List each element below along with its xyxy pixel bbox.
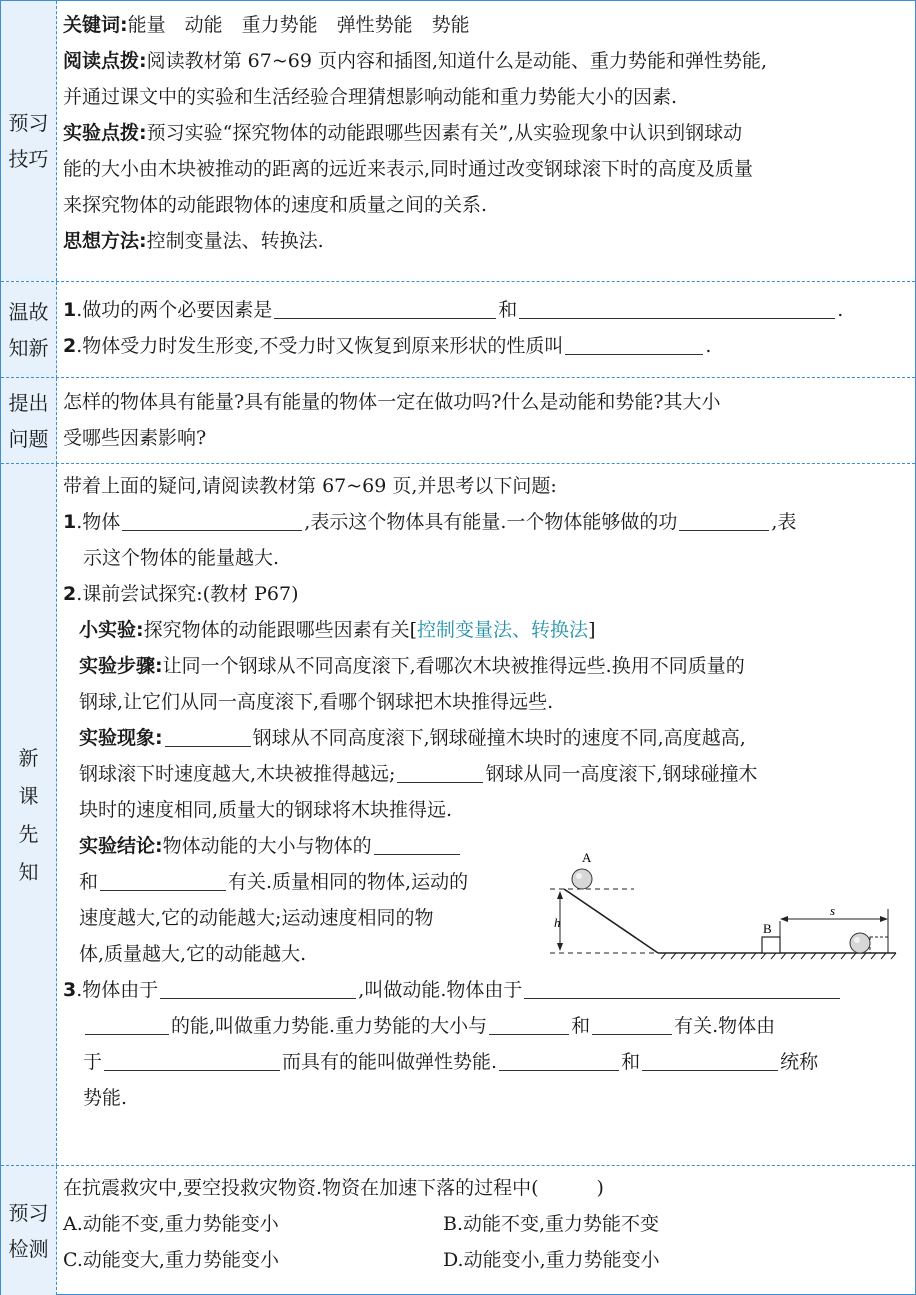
- nl-q3-number: 3: [63, 979, 77, 1001]
- pretest-stem: 在抗震救灾中,要空投救灾物资.物资在加速下落的过程中(: [63, 1177, 539, 1199]
- new-lesson-content: [63, 468, 907, 1116]
- question-label: 提出问题: [8, 391, 49, 451]
- reading-text-2: 并通过课文中的实验和生活经验合理猜想影响动能和重力势能大小的因素.: [63, 86, 678, 108]
- conclusion-text-2b: 有关.质量相同的物体,运动的: [228, 871, 469, 893]
- nl-q1-blank-2[interactable]: [679, 508, 769, 531]
- method-text: 控制变量法、转换法.: [146, 230, 324, 252]
- steps-text-2: 钢球,让它们从同一高度滚下,看哪个钢球把木块推得远些.: [79, 691, 554, 713]
- phenomenon-blank-1[interactable]: [165, 724, 251, 747]
- phenomenon-text-2b: 钢球从同一高度滚下,钢球碰撞木: [485, 763, 758, 785]
- nl-q3-text-j: 势能.: [83, 1087, 128, 1109]
- nl-q3-text-h: 和: [621, 1051, 641, 1073]
- conclusion-text-2a: 和: [79, 871, 99, 893]
- review-q1-and: 和: [498, 299, 518, 321]
- steps-text-1: 让同一个钢球从不同高度滚下,看哪次木块被推得远些.换用不同质量的: [162, 655, 745, 677]
- option-d[interactable]: D.动能变小,重力势能变小: [443, 1249, 660, 1271]
- ball-a-highlight: [576, 873, 582, 879]
- new-lesson-row: [1, 463, 915, 1166]
- pretest-row: [1, 1165, 915, 1295]
- question-row: [1, 377, 915, 464]
- small-exp-label: 小实验:: [79, 619, 144, 641]
- nl-q1-text-a: .物体: [76, 511, 121, 533]
- new-lesson-label-cell: [1, 464, 57, 1166]
- nl-q1-blank-1[interactable]: [122, 508, 302, 531]
- option-c[interactable]: C.动能变大,重力势能变小: [63, 1249, 279, 1271]
- conclusion-label: 实验结论:: [79, 835, 163, 857]
- nl-q1-text-b: ,表示这个物体具有能量.一个物体能够做的功: [304, 511, 678, 533]
- method-label: 思想方法:: [63, 230, 147, 252]
- nl-q3-text-b: ,叫做动能.物体由于: [358, 979, 523, 1001]
- nl-q3-text-i: 统称: [780, 1051, 819, 1073]
- nl-q3-blank-1[interactable]: [160, 976, 356, 999]
- pretest-label: 预习检测: [8, 1200, 49, 1261]
- nl-q3-blank-4[interactable]: [489, 1012, 569, 1035]
- review-label-cell: [1, 282, 57, 378]
- conclusion-text-3: 速度越大,它的动能越大;运动速度相同的物: [79, 907, 434, 929]
- experiment-text-1: 预习实验“探究物体的动能跟哪些因素有关”,从实验现象中认识到钢球动: [146, 122, 743, 144]
- preview-tips-label-cell: [1, 1, 57, 281]
- nl-q2-number: 2: [63, 583, 77, 605]
- question-content: [63, 384, 907, 456]
- nl-q3-text-d: 和: [571, 1015, 591, 1037]
- review-q2-text: .物体受力时发生形变,不受力时又恢复到原来形状的性质叫: [76, 335, 564, 357]
- height-arrow-up: [557, 891, 563, 899]
- small-exp-bracket-right: ]: [588, 619, 596, 641]
- keywords-text: 能量 动能 重力势能 弹性势能 势能: [127, 14, 470, 36]
- conclusion-text-1: 物体动能的大小与物体的: [162, 835, 372, 857]
- reading-label: 阅读点拨:: [63, 50, 147, 72]
- experiment-label: 实验点拨:: [63, 122, 147, 144]
- review-q1-blank-2[interactable]: [519, 296, 835, 319]
- option-b[interactable]: B.动能不变,重力势能不变: [443, 1213, 660, 1235]
- phenomenon-blank-2[interactable]: [397, 760, 483, 783]
- pretest-content: [63, 1170, 907, 1278]
- nl-q3-blank-8[interactable]: [642, 1048, 778, 1071]
- distance-label: s: [830, 903, 836, 918]
- nl-q3-text-f: 于: [83, 1051, 103, 1073]
- review-content: [63, 292, 907, 364]
- ground-hatching: [661, 953, 896, 959]
- review-q1-end: .: [837, 299, 844, 321]
- review-q1-text: .做功的两个必要因素是: [76, 299, 273, 321]
- nl-q3-text-a: .物体由于: [76, 979, 159, 1001]
- small-exp-note: 控制变量法、转换法: [417, 619, 589, 641]
- pretest-stem-end: ): [596, 1177, 604, 1199]
- experiment-text-3: 来探究物体的动能跟物体的速度和质量之间的关系.: [63, 194, 488, 216]
- phenomenon-text-1: 钢球从不同高度滚下,钢球碰撞木块时的速度不同,高度越高,: [252, 727, 746, 749]
- new-lesson-intro: 带着上面的疑问,请阅读教材第 67~69 页,并思考以下问题:: [63, 475, 557, 497]
- nl-q3-blank-3[interactable]: [85, 1012, 169, 1035]
- distance-arrow-right: [880, 916, 888, 922]
- ramp-experiment-figure: [546, 849, 898, 961]
- height-label: h: [554, 915, 561, 930]
- review-row: [1, 281, 915, 378]
- nl-q3-text-e: 有关.物体由: [674, 1015, 776, 1037]
- nl-q3-blank-2[interactable]: [524, 976, 840, 999]
- question-text-2: 受哪些因素影响?: [63, 427, 207, 449]
- nl-q1-number: 1: [63, 511, 77, 533]
- question-text-1: 怎样的物体具有能量?具有能量的物体一定在做功吗?什么是动能和势能?其大小: [63, 391, 721, 413]
- nl-q3-blank-6[interactable]: [104, 1048, 280, 1071]
- ball-final-highlight: [854, 937, 860, 943]
- small-exp-text: 探究物体的动能跟哪些因素有关: [143, 619, 410, 641]
- review-q2-blank[interactable]: [565, 332, 703, 355]
- phenomenon-label: 实验现象:: [79, 727, 163, 749]
- height-arrow-down: [557, 943, 563, 951]
- preview-tips-content: [63, 7, 907, 259]
- nl-q3-blank-5[interactable]: [592, 1012, 672, 1035]
- nl-q2-text: .课前尝试探究:(教材 P67): [76, 583, 299, 605]
- review-q2-end: .: [705, 335, 712, 357]
- new-lesson-label: 新课先知: [18, 746, 39, 884]
- ramp-surface: [564, 889, 658, 953]
- review-label: 温故知新: [8, 300, 49, 360]
- distance-arrow-left: [780, 916, 788, 922]
- nl-q3-blank-7[interactable]: [499, 1048, 619, 1071]
- pretest-label-cell: [1, 1166, 57, 1295]
- block-b-label: B: [763, 921, 772, 936]
- experiment-text-2: 能的大小由木块被推动的距离的远近来表示,同时通过改变钢球滚下时的高度及质量: [63, 158, 754, 180]
- reading-text-1: 阅读教材第 67~69 页内容和插图,知道什么是动能、重力势能和弹性势能,: [146, 50, 768, 72]
- preview-tips-label: 预习技巧: [8, 111, 49, 171]
- keywords-label: 关键词:: [63, 14, 128, 36]
- conclusion-blank-1[interactable]: [374, 832, 460, 855]
- nl-q3-text-c: 的能,叫做重力势能.重力势能的大小与: [171, 1015, 488, 1037]
- conclusion-blank-2[interactable]: [100, 868, 226, 891]
- steps-label: 实验步骤:: [79, 655, 163, 677]
- nl-q1-text-c: ,表: [771, 511, 797, 533]
- phenomenon-text-2a: 钢球滚下时速度越大,木块被推得越远;: [79, 763, 396, 785]
- preview-tips-row: [1, 1, 915, 281]
- option-a[interactable]: A.动能不变,重力势能变小: [63, 1213, 279, 1235]
- review-q2-number: 2: [63, 335, 77, 357]
- ball-final-position: [850, 933, 870, 953]
- review-q1-blank-1[interactable]: [274, 296, 496, 319]
- nl-q1-text-d: 示这个物体的能量越大.: [83, 547, 280, 569]
- question-label-cell: [1, 378, 57, 464]
- small-exp-bracket-left: [: [409, 619, 418, 641]
- review-q1-number: 1: [63, 299, 77, 321]
- ball-a-label: A: [582, 850, 592, 865]
- block-b: [762, 937, 780, 953]
- block-final-position: [870, 937, 888, 953]
- nl-q3-text-g: 而具有的能叫做弹性势能.: [282, 1051, 498, 1073]
- phenomenon-text-3: 块时的速度相同,质量大的钢球将木块推得远.: [79, 799, 453, 821]
- ball-a: [572, 869, 592, 889]
- conclusion-text-4: 体,质量越大,它的动能越大.: [79, 943, 307, 965]
